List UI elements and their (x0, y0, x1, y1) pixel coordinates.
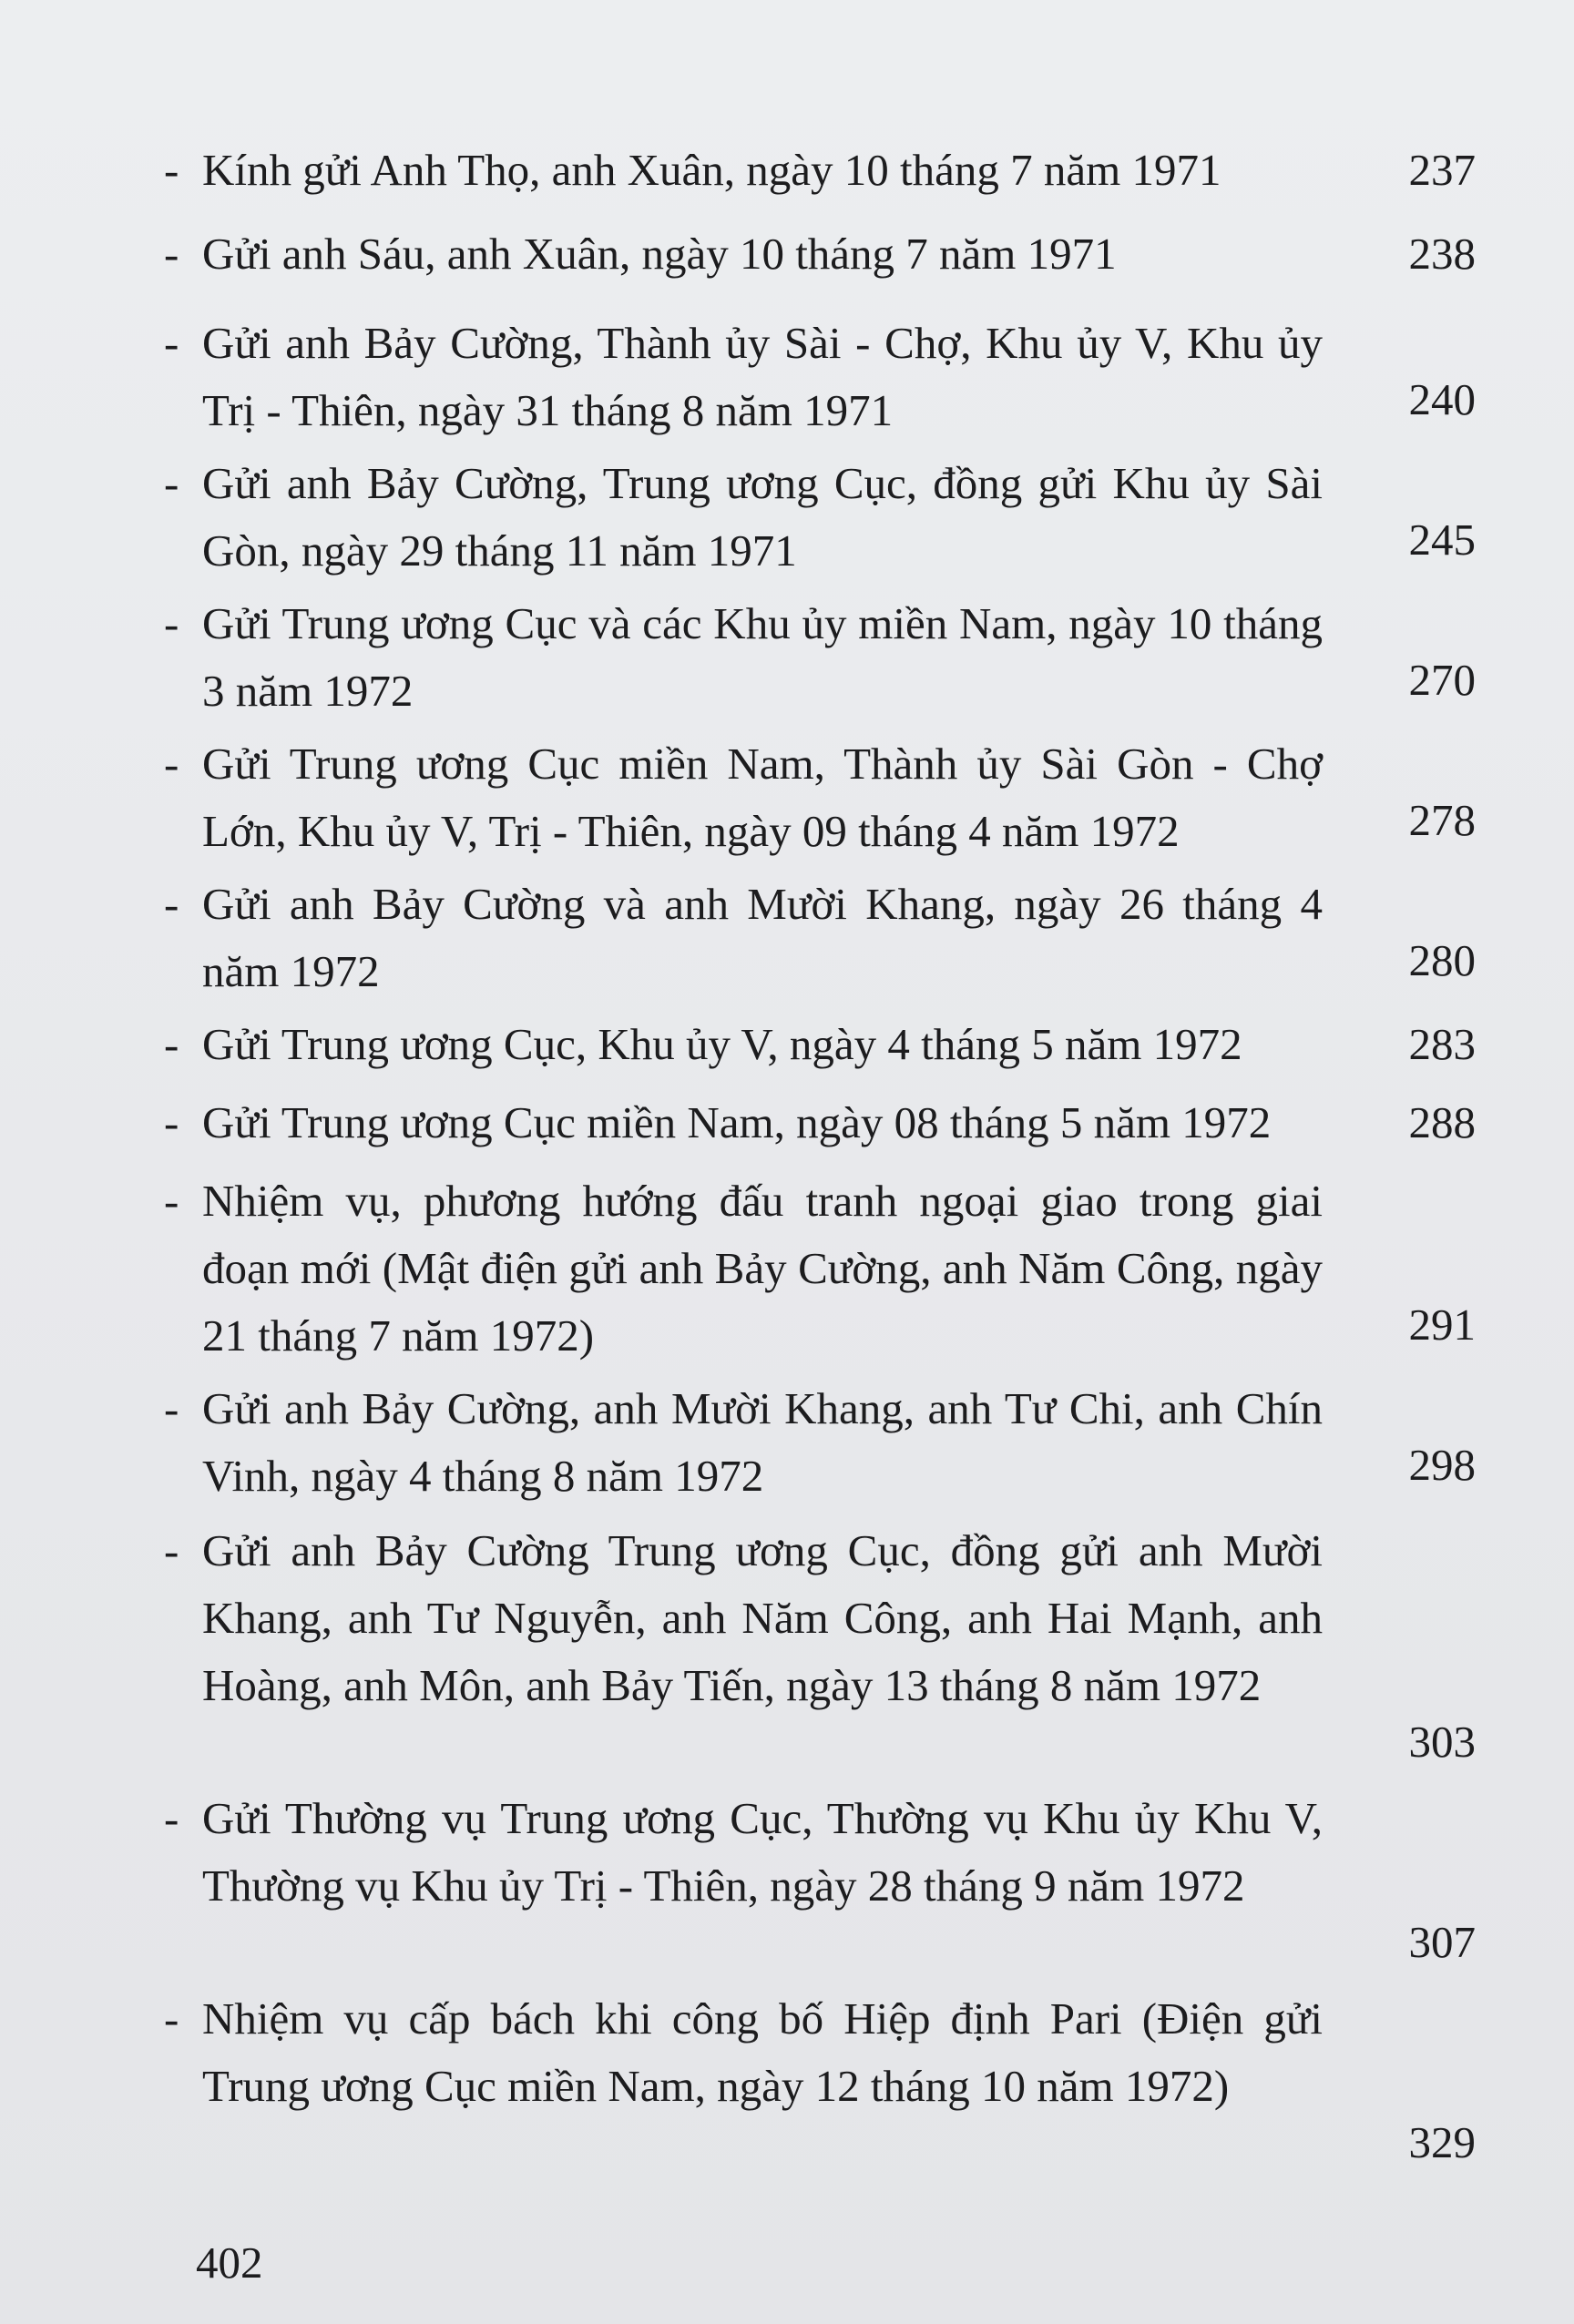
entry-dash: - (164, 229, 179, 279)
entry-page-number: 288 (1408, 1097, 1476, 1147)
entry-page-number: 283 (1408, 1019, 1476, 1069)
entry-dash: - (164, 1176, 179, 1226)
entry-page-number: 329 (1408, 2117, 1476, 2167)
entry-page-number: 238 (1408, 229, 1476, 279)
entry-page-number: 307 (1408, 1917, 1476, 1967)
entry-page-number: 298 (1408, 1440, 1476, 1490)
entry-title: Kính gửi Anh Thọ, anh Xuân, ngày 10 tháng 7 năm 1971 (202, 145, 1221, 195)
entry-dash: - (164, 739, 179, 789)
entry-title: Gửi anh Sáu, anh Xuân, ngày 10 tháng 7 năm 1971 (202, 229, 1117, 279)
entry-title: Gửi Trung ương Cục và các Khu ủy miền Nam, ngày 10 tháng 3 năm 1972 (202, 598, 1323, 716)
entry-title: Gửi Thường vụ Trung ương Cục, Thường vụ Khu ủy Khu V, Thường vụ Khu ủy Trị - Thiên, ngày 28 tháng 9 năm 1972 (202, 1793, 1323, 1911)
entry-dash: - (164, 318, 179, 368)
entry-title: Gửi Trung ương Cục miền Nam, ngày 08 tháng 5 năm 1972 (202, 1097, 1272, 1147)
entry-page-number: 280 (1408, 935, 1476, 985)
page-number: 402 (196, 2237, 263, 2288)
entry-title: Gửi anh Bảy Cường Trung ương Cục, đồng gửi anh Mười Khang, anh Tư Nguyễn, anh Năm Công, anh Hai Mạnh, anh Hoàng, anh Môn, anh Bảy Tiến, ngày 13 tháng 8 năm 1972 (202, 1525, 1323, 1710)
entry-dash: - (164, 1383, 179, 1433)
entry-page-number: 270 (1408, 655, 1476, 705)
entry-title: Gửi Trung ương Cục miền Nam, Thành ủy Sài Gòn - Chợ Lớn, Khu ủy V, Trị - Thiên, ngày 09 tháng 4 năm 1972 (202, 739, 1323, 856)
entry-page-number: 240 (1408, 374, 1476, 424)
entry-dash: - (164, 1793, 179, 1843)
entry-dash: - (164, 1097, 179, 1147)
entry-page-number: 278 (1408, 795, 1476, 845)
entry-dash: - (164, 598, 179, 648)
entry-dash: - (164, 1993, 179, 2044)
entry-title: Gửi anh Bảy Cường, anh Mười Khang, anh Tư Chi, anh Chín Vinh, ngày 4 tháng 8 năm 1972 (202, 1383, 1323, 1501)
entry-title: Nhiệm vụ, phương hướng đấu tranh ngoại giao trong giai đoạn mới (Mật điện gửi anh Bảy Cường, anh Năm Công, ngày 21 tháng 7 năm 1972) (202, 1176, 1323, 1361)
entry-page-number: 303 (1408, 1717, 1476, 1767)
entry-page-number: 245 (1408, 515, 1476, 565)
entry-title: Gửi anh Bảy Cường và anh Mười Khang, ngày 26 tháng 4 năm 1972 (202, 879, 1323, 996)
entry-title: Gửi anh Bảy Cường, Thành ủy Sài - Chợ, Khu ủy V, Khu ủy Trị - Thiên, ngày 31 tháng 8 năm 1971 (202, 318, 1323, 435)
entry-title: Nhiệm vụ cấp bách khi công bố Hiệp định Pari (Điện gửi Trung ương Cục miền Nam, ngày 12 tháng 10 năm 1972) (202, 1993, 1323, 2111)
entry-dash: - (164, 1019, 179, 1069)
entry-title: Gửi Trung ương Cục, Khu ủy V, ngày 4 tháng 5 năm 1972 (202, 1019, 1242, 1069)
entry-title: Gửi anh Bảy Cường, Trung ương Cục, đồng gửi Khu ủy Sài Gòn, ngày 29 tháng 11 năm 1971 (202, 458, 1323, 576)
entry-dash: - (164, 145, 179, 195)
entry-dash: - (164, 1525, 179, 1575)
entry-page-number: 237 (1408, 145, 1476, 195)
entry-dash: - (164, 879, 179, 929)
entry-dash: - (164, 458, 179, 508)
entry-page-number: 291 (1408, 1300, 1476, 1350)
